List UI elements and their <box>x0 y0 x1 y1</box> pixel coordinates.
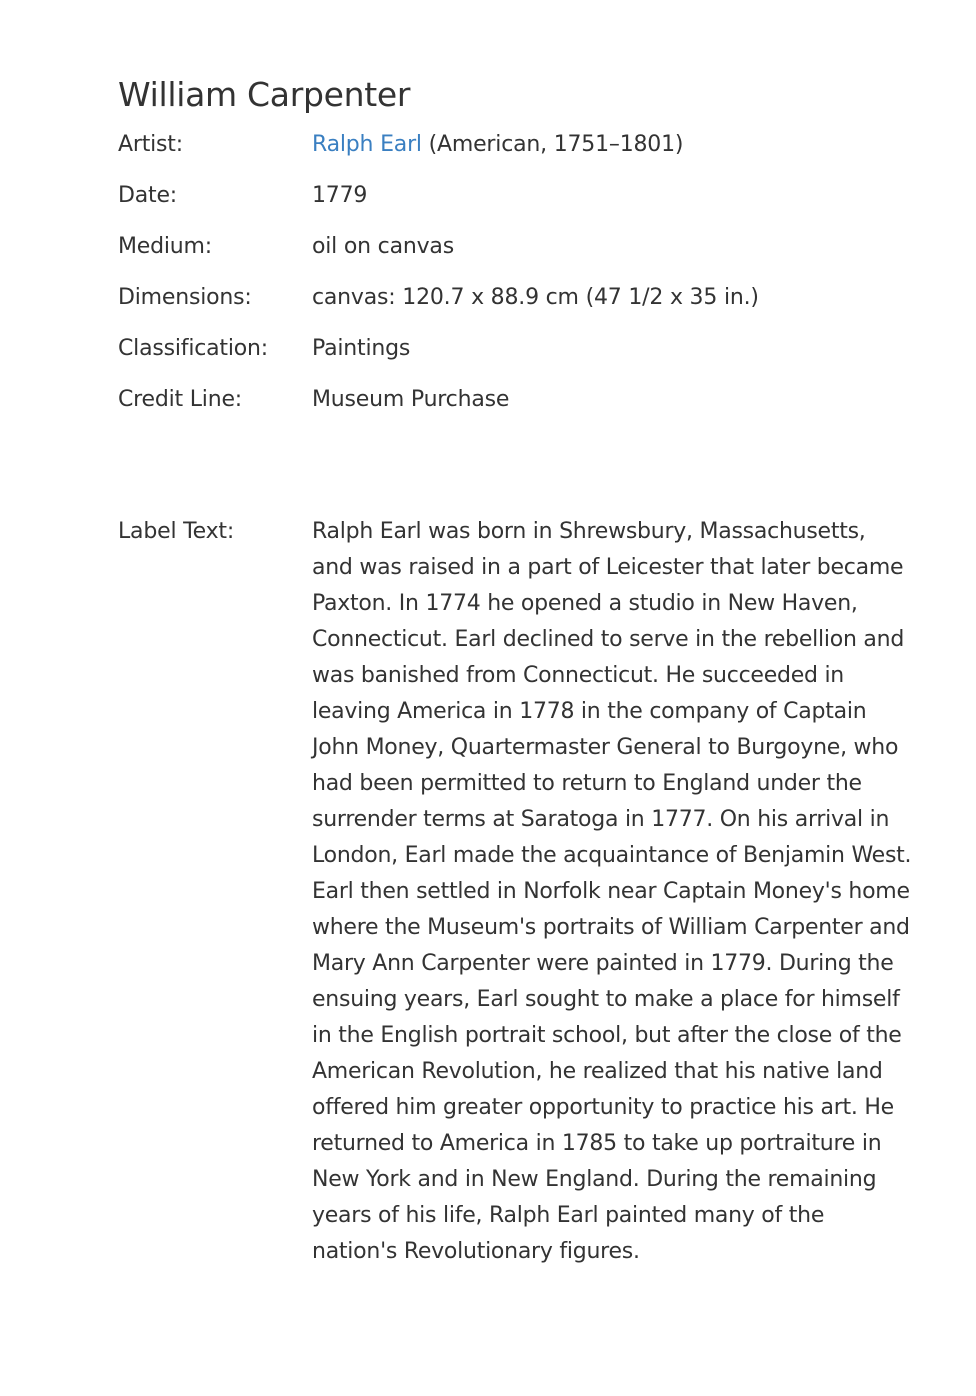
label-text-body: Ralph Earl was born in Shrewsbury, Massachusetts, and was raised in a part of Leicester that later became Paxton. In 1774 he opened a studio in New Haven, Connecticut. Earl declined to serve in the rebellion and was banished from Connecticut. He succeeded in leaving America in 1778 in the company of Captain John Money, Quartermaster General to Burgoyne, who had been permitted to return to England under the surrender terms at Saratoga in 1777. On his arrival in London, Earl made the acquaintance of Benjamin West. Earl then settled in Norfolk near Captain Money's home where the Museum's portraits of William Carpenter and Mary Ann Carpenter were painted in 1779. During the ensuing years, Earl sought to make a place for himself in the English portrait school, but after the close of the American Revolution, he realized that his native land offered him greater opportunity to practice his art. He returned to America in 1785 to take up portraiture in New York and in New England. During the remaining years of his life, Ralph Earl painted many of the nation's Revolutionary figures. <box>312 519 912 1264</box>
classification-label: Classification: <box>118 336 268 361</box>
dimensions-value: canvas: 120.7 x 88.9 cm (47 1/2 x 35 in.) <box>312 285 759 310</box>
artist-nationality-dates: (American, 1751–1801) <box>421 132 684 157</box>
artwork-detail <box>118 72 918 1270</box>
dimensions-row <box>118 283 918 334</box>
date-value: 1779 <box>312 183 368 208</box>
credit-line-value: Museum Purchase <box>312 387 510 412</box>
label-text-label: Label Text: <box>118 519 235 544</box>
classification-row <box>118 334 918 385</box>
artist-label: Artist: <box>118 132 183 157</box>
artist-value <box>312 130 683 160</box>
medium-value: oil on canvas <box>312 234 454 259</box>
metadata-list <box>118 130 918 436</box>
medium-label: Medium: <box>118 234 212 259</box>
artist-link[interactable]: Ralph Earl <box>312 132 422 157</box>
credit-line-label: Credit Line: <box>118 387 243 412</box>
date-row <box>118 181 918 232</box>
credit-line-row <box>118 385 918 436</box>
artist-row <box>118 130 918 181</box>
label-text-row <box>118 514 918 1270</box>
medium-row <box>118 232 918 283</box>
dimensions-label: Dimensions: <box>118 285 252 310</box>
date-label: Date: <box>118 183 177 208</box>
page-title: William Carpenter <box>118 75 411 114</box>
classification-value: Paintings <box>312 336 411 361</box>
